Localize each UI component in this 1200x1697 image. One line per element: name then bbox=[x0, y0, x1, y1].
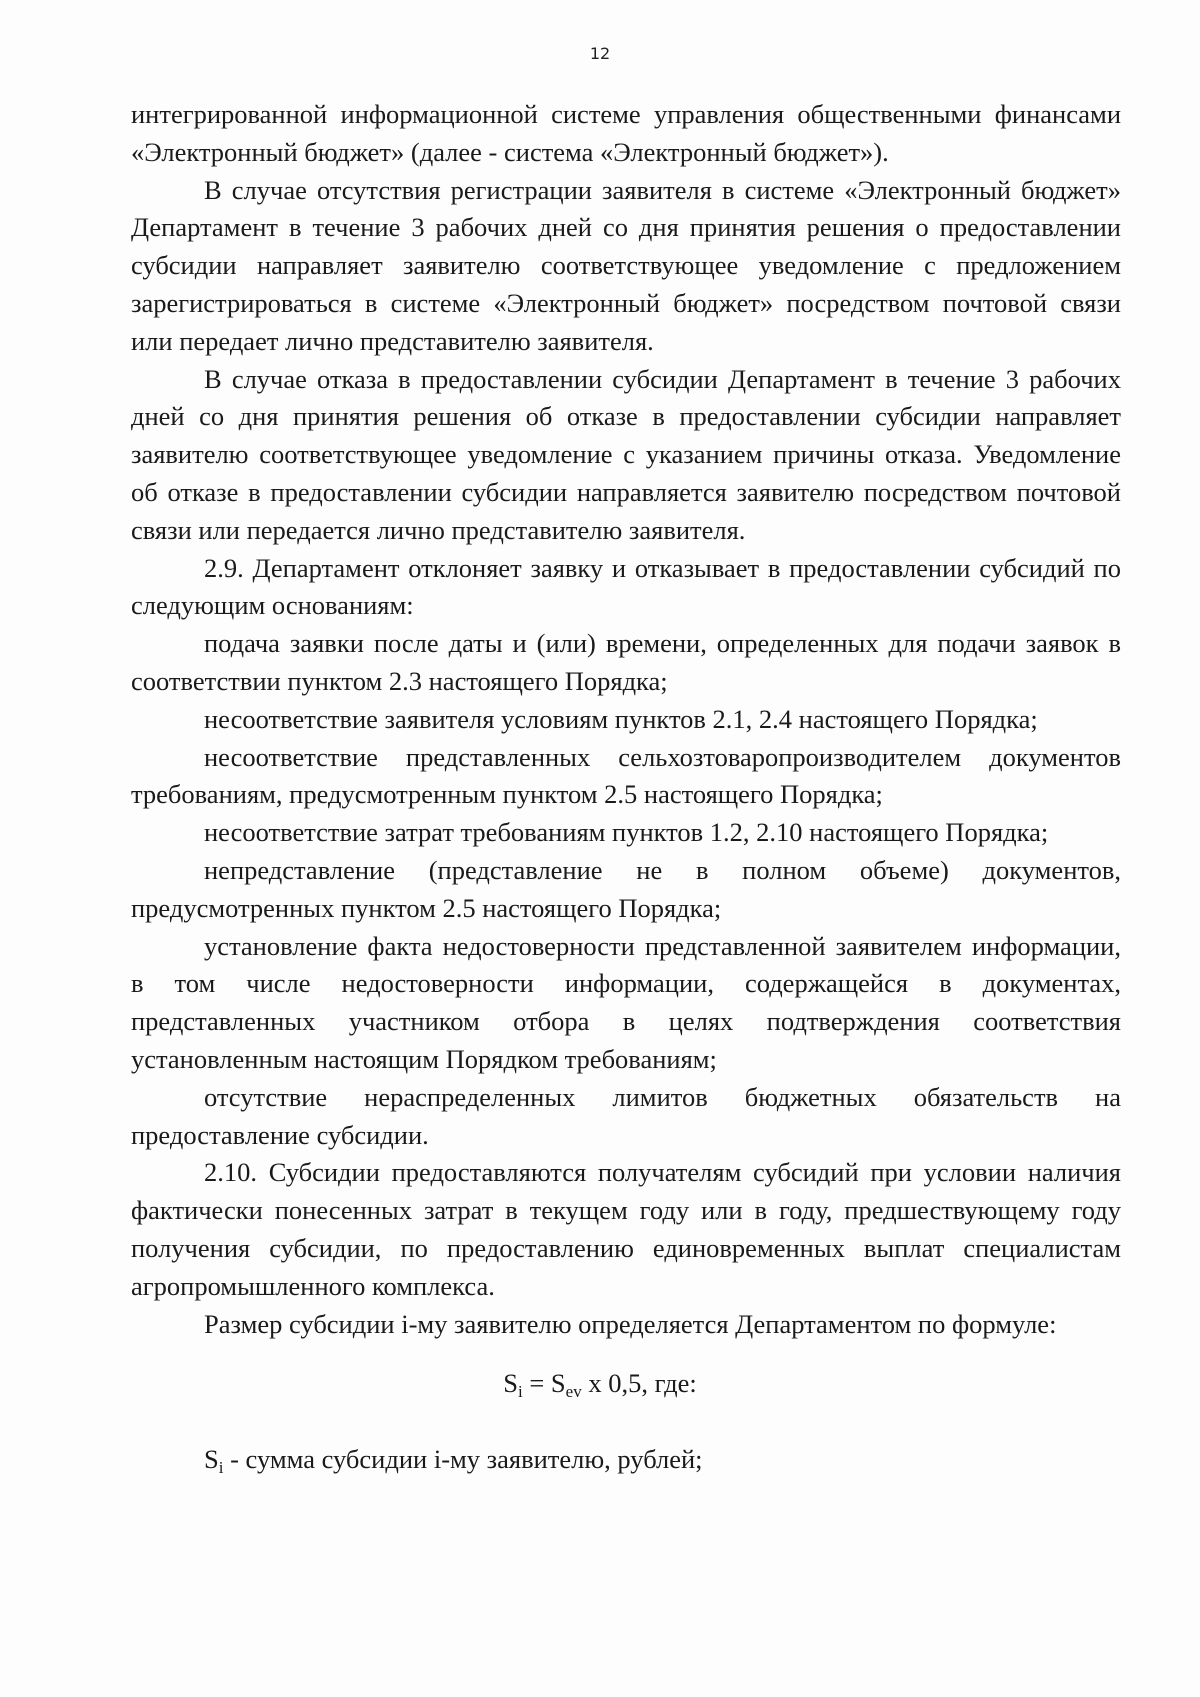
variable-definition bbox=[204, 1444, 703, 1475]
paragraph: В случае отсутствия регистрации заявителя в системе «Электронный бюджет» Департамент в течение 3 рабочих дней со дня принятия решения о предоставлении субсидии направляет заявителю соответствующее уведомление с предложением зарегистрироваться в системе «Электронный бюджет» посредством почтовой связи или передает лично представителю заявителя. bbox=[131, 174, 1121, 356]
paragraph: интегрированной информационной системе управления общественными финансами «Электронный бюджет» (далее - система «Электронный бюджет»). bbox=[131, 99, 1121, 167]
formula-equals: = bbox=[529, 1368, 545, 1398]
list-item: установление факта недостоверности представленной заявителем информации, в том числе недостоверности информации, содержащейся в документах, представленных участником отбора в целях подтверждения соответствия установленным настоящим Порядком требованиям; bbox=[131, 930, 1121, 1074]
definition-symbol-subscript: i bbox=[218, 1458, 224, 1477]
list-item: несоответствие затрат требованиям пунктов 1.2, 2.10 настоящего Порядка; bbox=[204, 817, 1049, 848]
list-item: несоответствие заявителя условиям пунктов 2.1, 2.4 настоящего Порядка; bbox=[204, 703, 1038, 734]
formula bbox=[0, 1368, 1200, 1399]
formula-lhs: S bbox=[503, 1368, 518, 1398]
formula-rhs-subscript: ev bbox=[565, 1382, 582, 1401]
document-body bbox=[131, 96, 1121, 1343]
formula-rhs: S bbox=[550, 1368, 566, 1398]
definition-text: - сумма субсидии i-му заявителю, рублей; bbox=[230, 1444, 703, 1474]
paragraph: Размер субсидии i-му заявителю определяется Департаментом по формуле: bbox=[204, 1308, 1057, 1339]
paragraph-2-10: 2.10. Субсидии предоставляются получателям субсидий при условии наличия фактически понесенных затрат в текущем году или в году, предшествующему году получения субсидии, по предоставлению единовременных выплат специалистам агропромышленного комплекса. bbox=[131, 1157, 1121, 1301]
paragraph: В случае отказа в предоставлении субсидии Департамент в течение 3 рабочих дней со дня принятия решения об отказе в предоставлении субсидии направляет заявителю соответствующее уведомление с указанием причины отказа. Уведомление об отказе в предоставлении субсидии направляется заявителю посредством почтовой связи или передается лично представителю заявителя. bbox=[131, 363, 1121, 545]
list-item: отсутствие нераспределенных лимитов бюджетных обязательств на предоставление субсидии. bbox=[131, 1081, 1121, 1150]
list-item: несоответствие представленных сельхозтоваропроизводителем документов требованиям, предусмотренным пунктом 2.5 настоящего Порядка; bbox=[131, 741, 1121, 810]
formula-tail: х 0,5, где: bbox=[588, 1368, 697, 1398]
formula-lhs-subscript: i bbox=[517, 1382, 523, 1401]
paragraph-2-9: 2.9. Департамент отклоняет заявку и отказывает в предоставлении субсидий по следующим основаниям: bbox=[131, 552, 1121, 621]
list-item: непредставление (представление не в полном объеме) документов, предусмотренных пунктом 2.5 настоящего Порядка; bbox=[131, 854, 1121, 923]
page-number: 12 bbox=[589, 44, 611, 63]
definition-symbol: S bbox=[204, 1444, 219, 1474]
list-item: подача заявки после даты и (или) времени, определенных для подачи заявок в соответствии пунктом 2.3 настоящего Порядка; bbox=[131, 628, 1121, 696]
